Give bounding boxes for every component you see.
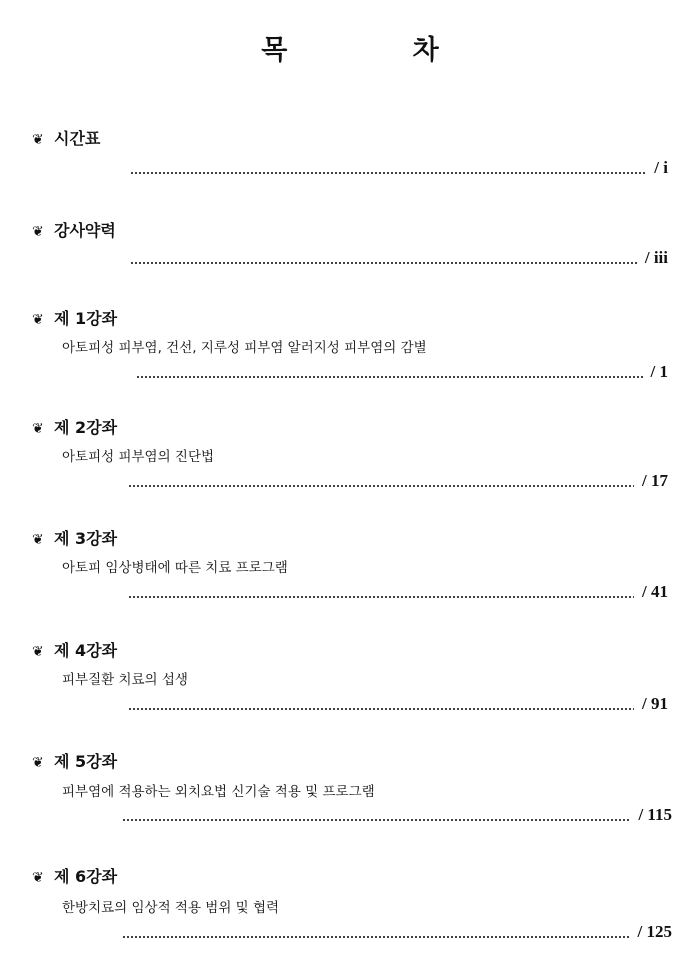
entry-subtitle: 한방치료의 임상적 적용 범위 및 협력 xyxy=(62,900,280,916)
leaf-bullet-icon: ❦ xyxy=(32,132,44,148)
leader-dots xyxy=(122,936,630,938)
entry-subtitle: 아토피 임상병태에 따른 치료 프로그램 xyxy=(62,560,288,576)
entry-subtitle: 피부염에 적용하는 외치요법 신기술 적용 및 프로그램 xyxy=(62,784,375,800)
leader-dots xyxy=(136,376,643,378)
entry-heading: 제 3강좌 xyxy=(54,529,118,548)
leaf-bullet-icon: ❦ xyxy=(32,224,44,240)
leader-dots xyxy=(128,596,634,598)
entry-subtitle: 아토피성 피부염, 건선, 지루성 피부염 알러지성 피부염의 감별 xyxy=(62,340,427,356)
page-number: / 125 xyxy=(637,922,672,941)
page-number: / iii xyxy=(644,248,668,267)
leader-dots xyxy=(122,819,630,821)
leaf-bullet-icon: ❦ xyxy=(32,870,44,886)
page-title: 목 차 xyxy=(261,35,497,66)
leaf-bullet-icon: ❦ xyxy=(32,312,44,328)
entry-subtitle: 피부질환 치료의 섭생 xyxy=(62,672,188,688)
leader-dots xyxy=(128,708,634,710)
entry-heading: 제 5강좌 xyxy=(54,752,118,771)
entry-heading: 제 2강좌 xyxy=(54,418,118,437)
entry-heading: 제 1강좌 xyxy=(54,309,118,328)
page-number: / i xyxy=(654,158,668,177)
page-number: / 91 xyxy=(642,694,668,713)
leaf-bullet-icon: ❦ xyxy=(32,644,44,660)
entry-heading: 강사약력 xyxy=(54,221,116,240)
entry-heading: 제 6강좌 xyxy=(54,867,118,886)
page-number: / 41 xyxy=(642,582,668,601)
page-number: / 1 xyxy=(650,362,668,381)
page-number: / 115 xyxy=(638,805,672,824)
leader-dots xyxy=(130,262,637,264)
entry-heading: 시간표 xyxy=(54,129,101,148)
leaf-bullet-icon: ❦ xyxy=(32,532,44,548)
leaf-bullet-icon: ❦ xyxy=(32,421,44,437)
entry-subtitle: 아토피성 피부염의 진단법 xyxy=(62,449,215,465)
entry-heading: 제 4강좌 xyxy=(54,641,118,660)
leader-dots xyxy=(128,485,634,487)
leader-dots xyxy=(130,172,646,174)
leaf-bullet-icon: ❦ xyxy=(32,755,44,771)
page-number: / 17 xyxy=(642,471,668,490)
